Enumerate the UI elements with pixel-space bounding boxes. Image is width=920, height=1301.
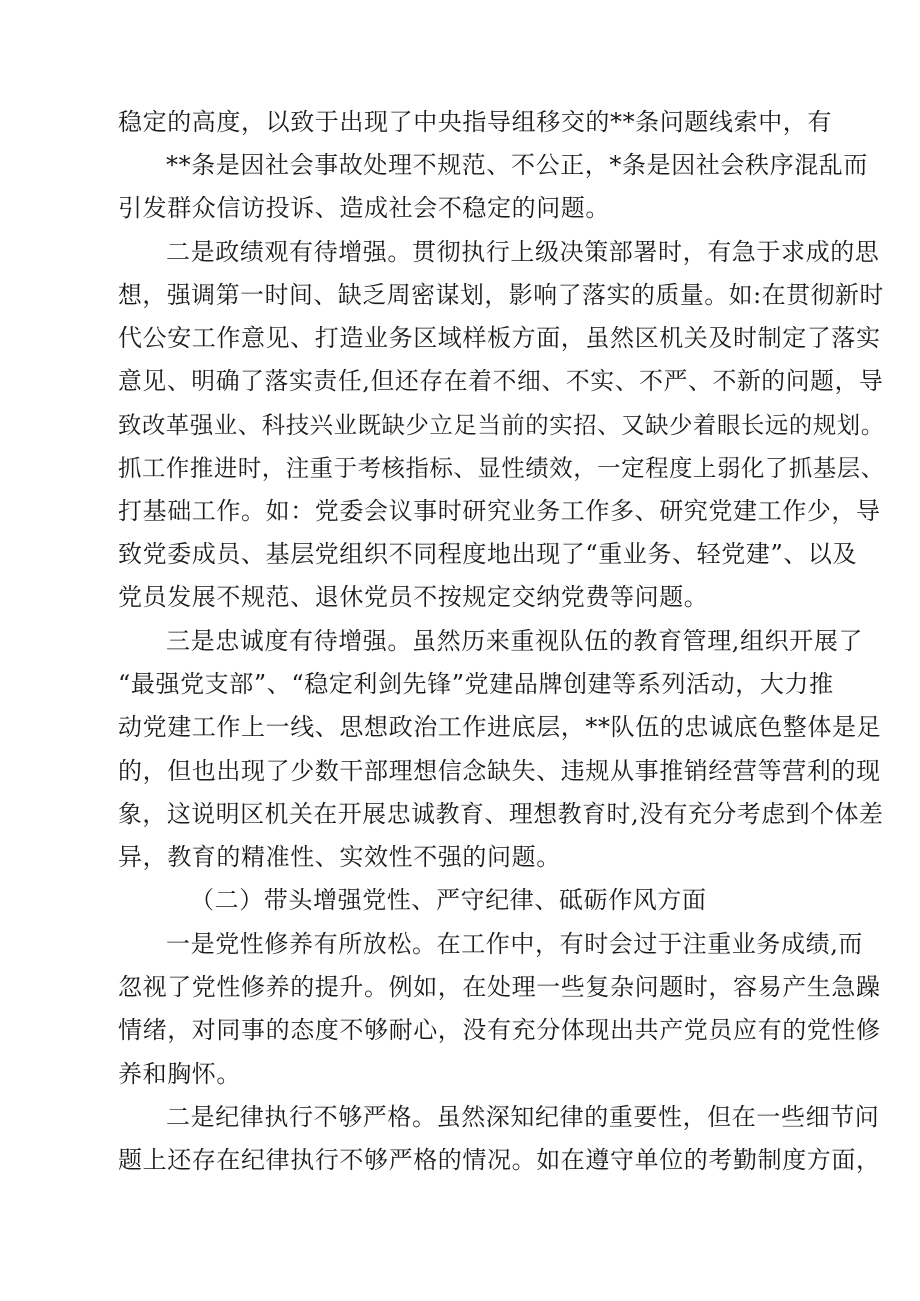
text-line: 稳定的高度，以致于出现了中央指导组移交的**条问题线索中，有 — [118, 108, 832, 136]
text-line: 题上还存在纪律执行不够严格的情况。如在遵守单位的考勤制度方面， — [118, 1146, 881, 1174]
text-line: 情绪，对同事的态度不够耐心，没有充分体现出共产党员应有的党性修 — [118, 1016, 881, 1044]
text-line: 引发群众信访投诉、造成社会不稳定的问题。 — [118, 194, 610, 222]
text-line: 致改革强业、科技兴业既缺少立足当前的实招、又缺少着眼长远的规划。 — [118, 411, 885, 439]
text-line: 动党建工作上一线、思想政治工作进底层，**队伍的忠诚底色整体是足 — [118, 713, 882, 741]
text-line: 象，这说明区机关在开展忠诚教育、理想教育时,没有充分考虑到个体差 — [118, 800, 884, 828]
text-line: 致党委成员、基层党组织不同程度地出现了“重业务、轻党建”、以及 — [118, 540, 858, 568]
text-line: **条是因社会事故处理不规范、不公正，*条是因社会秩序混乱而 — [166, 151, 868, 179]
text-line: 抓工作推进时，注重于考核指标、显性绩效，一定程度上弱化了抓基层、 — [118, 454, 885, 482]
text-line: 忽视了党性修养的提升。例如，在处理一些复杂问题时，容易产生急躁 — [118, 973, 881, 1001]
text-line: 想，强调第一时间、缺乏周密谋划，影响了落实的质量。如:在贯彻新时 — [118, 281, 884, 309]
paragraph-start: 二是政绩观有待增强。贯彻执行上级决策部署时，有急于求成的思 — [166, 238, 880, 266]
text-line: 打基础工作。如：党委会议事时研究业务工作多、研究党建工作少，导 — [118, 497, 881, 525]
paragraph-start: 二是纪律执行不够严格。虽然深知纪律的重要性，但在一些细节问 — [166, 1103, 880, 1131]
section-heading: （二）带头增强党性、严守纪律、砥砺作风方面 — [190, 886, 707, 914]
text-line: 养和胸怀。 — [118, 1060, 241, 1088]
text-line: 党员发展不规范、退休党员不按规定交纳党费等问题。 — [118, 583, 709, 611]
text-line: “最强党支部”、“稳定利剑先锋”党建品牌创建等系列活动，大力推 — [118, 670, 834, 698]
paragraph-start: 一是党性修养有所放松。在工作中，有时会过于注重业务成绩,而 — [166, 930, 864, 958]
text-line: 的，但也出现了少数干部理想信念缺失、违规从事推销经营等营利的现 — [118, 757, 881, 785]
paragraph-start: 三是忠诚度有待增强。虽然历来重视队伍的教育管理,组织开展了 — [166, 627, 864, 655]
text-line: 意见、明确了落实责任,但还存在着不细、不实、不严、不新的问题，导 — [118, 367, 884, 395]
text-line: 异，教育的精准性、实效性不强的问题。 — [118, 843, 561, 871]
text-line: 代公安工作意见、打造业务区域样板方面，虽然区机关及时制定了落实 — [118, 324, 881, 352]
